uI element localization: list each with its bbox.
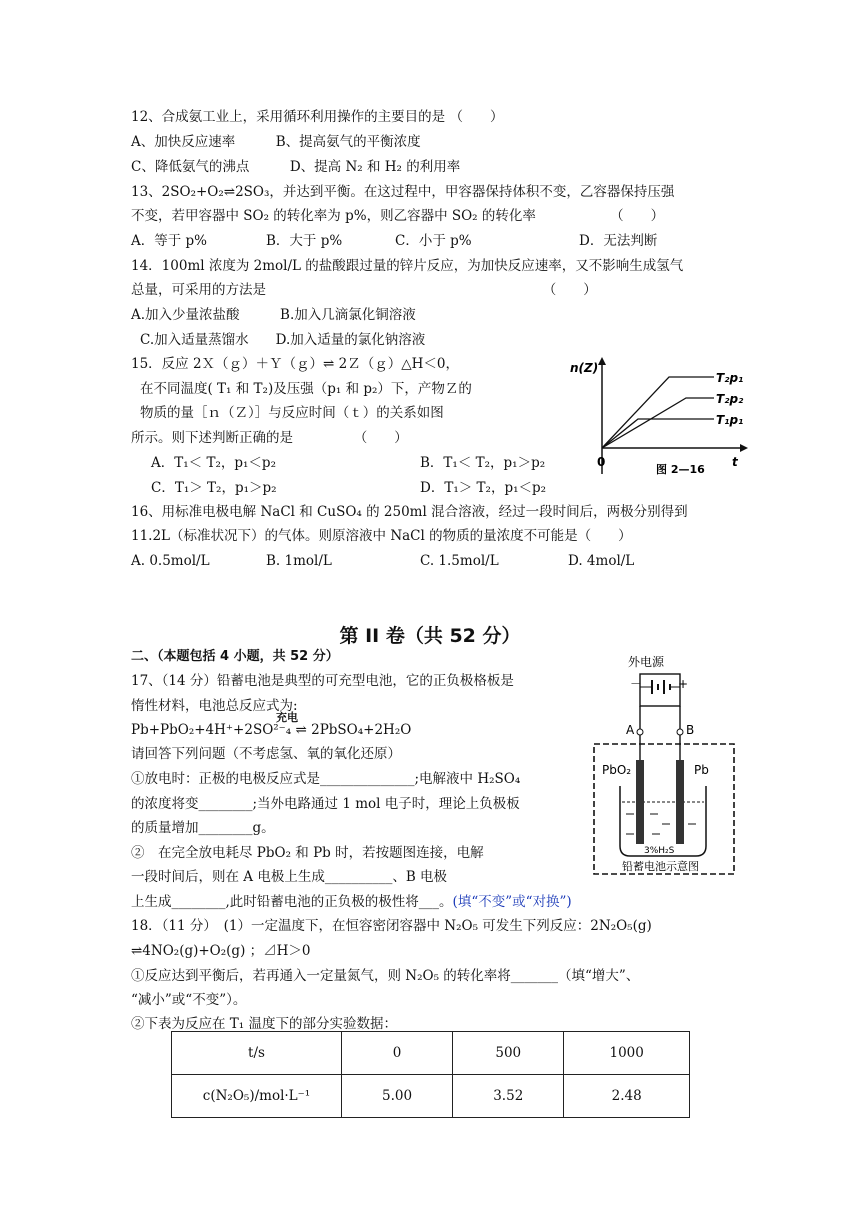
q15-graph bbox=[566, 356, 752, 480]
table-row bbox=[172, 1032, 690, 1075]
q16-option-d: D. 4mol/L bbox=[568, 553, 635, 569]
diagram-caption: 铅蓄电池示意图 bbox=[622, 860, 699, 873]
curve-t1p1 bbox=[602, 419, 714, 448]
graph-x-label: t bbox=[732, 455, 738, 469]
section-title: 第 II 卷（共 52 分） bbox=[339, 625, 521, 647]
q17-line5: ①放电时：正极的电极反应式是______________;电解液中 H₂SO₄ bbox=[131, 771, 521, 787]
q16-stem-line2: 11.2L（标准状况下）的气体。则原溶液中 NaCl 的物质的量浓度不可能是（ ） bbox=[131, 528, 632, 544]
q16-option-c: C. 1.5mol/L bbox=[420, 553, 499, 569]
q18-line2: ⇌4NO₂(g)+O₂(g) ；⊿H＞0 bbox=[131, 943, 311, 959]
pb-plate bbox=[676, 760, 684, 844]
q17-line1: 17、（14 分）铅蓄电池是典型的可充型电池，它的正负极格板是 bbox=[131, 673, 514, 689]
q15-stem-line1: 15．反应 2Ｘ（ｇ）＋Ｙ（ｇ）⇌ 2Ｚ（ｇ）△H＜0， bbox=[131, 356, 459, 372]
q16-option-b: B. 1mol/L bbox=[266, 553, 332, 569]
pb-label: Pb bbox=[694, 763, 709, 777]
q14-options-ab: A.加入少量浓盐酸 B.加入几滴氯化铜溶液 bbox=[131, 307, 416, 323]
solution-label: 3%H₂S bbox=[644, 846, 675, 856]
table-row bbox=[172, 1075, 690, 1118]
q13-option-a: A．等于 p% bbox=[131, 233, 208, 249]
table-cell: 5.00 bbox=[342, 1075, 453, 1118]
q17-line7: 的质量增加________g。 bbox=[131, 820, 275, 836]
q18-line1: 18．（11 分） (1）一定温度下，在恒容密闭容器中 N₂O₅ 可发生下列反应：2N₂O₅(g) bbox=[131, 918, 652, 934]
minus-sign: － bbox=[630, 677, 643, 691]
graph-caption: 图 2—16 bbox=[656, 463, 705, 476]
q17-line8: ② 在完全放电耗尽 PbO₂ 和 Pb 时，若按题图连接，电解 bbox=[131, 845, 484, 861]
q13-stem-line1: 13、2SO₂+O₂⇌2SO₃，并达到平衡。在这过程中，甲容器保持体积不变，乙容器保持压强 bbox=[131, 184, 675, 200]
section-subtitle: 二、（本题包括 4 小题，共 52 分） bbox=[131, 649, 339, 664]
q18-line5: ②下表为反应在 T₁ 温度下的部分实验数据： bbox=[131, 1016, 397, 1032]
q17-line9: 一段时间后，则在 A 电极上生成__________、B 电极 bbox=[131, 869, 448, 885]
q17-line10 bbox=[131, 893, 572, 911]
q13-option-d: D．无法判断 bbox=[579, 233, 658, 249]
q12-options-cd: C、降低氨气的沸点 D、提高 N₂ 和 H₂ 的利用率 bbox=[131, 159, 461, 175]
q18-data-table bbox=[171, 1031, 690, 1118]
electrode-a-label: A bbox=[626, 723, 635, 737]
battery-diagram bbox=[590, 650, 738, 882]
q12-stem: 12、合成氨工业上，采用循环利用操作的主要目的是 （ ） bbox=[131, 109, 504, 125]
table-cell: 500 bbox=[453, 1032, 564, 1075]
q18-line4: “减小”或“不变”）。 bbox=[131, 992, 247, 1008]
curve-label-t2p2: T₂p₂ bbox=[716, 392, 744, 406]
curve-t2p2 bbox=[602, 398, 714, 448]
q12-options-ab: A、加快反应速率 B、提高氨气的平衡浓度 bbox=[131, 134, 421, 150]
power-box bbox=[640, 674, 680, 706]
pbo2-label: PbO₂ bbox=[602, 763, 632, 777]
q15-option-b: B．T₁＜ T₂，p₁＞p₂ bbox=[420, 455, 546, 471]
q13-option-c: C．小于 p% bbox=[395, 233, 472, 249]
table-cell: 1000 bbox=[564, 1032, 690, 1075]
graph-y-arrow bbox=[598, 357, 606, 365]
q17-line10-text: 上生成________,此时铅蓄电池的正负极的极性将___。 bbox=[131, 894, 453, 910]
q13-option-b: B．大于 p% bbox=[266, 233, 343, 249]
q17-charge-label: 充电 bbox=[276, 711, 298, 724]
table-cell: 2.48 bbox=[564, 1075, 690, 1118]
q13-stem-line2: 不变，若甲容器中 SO₂ 的转化率为 p%，则乙容器中 SO₂ 的转化率 （ ） bbox=[131, 208, 665, 224]
q15-stem-line4: 所示。则下述判断正确的是 （ ） bbox=[131, 430, 408, 446]
q15-stem-line2: 在不同温度( T₁ 和 T₂)及压强（p₁ 和 p₂）下，产物Ｚ的 bbox=[140, 381, 472, 397]
plus-sign: + bbox=[678, 677, 689, 691]
power-label: 外电源 bbox=[628, 655, 665, 669]
q14-stem-line1: 14．100ml 浓度为 2mol/L 的盐酸跟过量的锌片反应，为加快反应速率，又不影响生成氢气 bbox=[131, 258, 684, 274]
q15-option-c: C．T₁＞ T₂，p₁＞p₂ bbox=[151, 480, 277, 496]
graph-x-arrow bbox=[740, 444, 748, 452]
q17-fill-hint: (填“不变”或“对换”) bbox=[452, 894, 572, 910]
q15-option-a: A．T₁＜ T₂，p₁＜p₂ bbox=[151, 455, 276, 471]
q17-equation: Pb+PbO₂+4H⁺+2SO²⁻₄ ⇌ 2PbSO₄+2H₂O bbox=[131, 722, 412, 738]
q17-line2: 惰性材料，电池总反应式为: bbox=[131, 698, 298, 714]
curve-label-t1p1: T₁p₁ bbox=[716, 413, 744, 427]
q14-stem-line2: 总量，可采用的方法是 （ ） bbox=[131, 282, 597, 298]
q15-option-d: D．T₁＞ T₂，p₁＜p₂ bbox=[420, 480, 547, 496]
q18-line3: ①反应达到平衡后，若再通入一定量氮气，则 N₂O₅ 的转化率将_______（填“增大”、 bbox=[131, 968, 640, 984]
table-cell: 0 bbox=[342, 1032, 453, 1075]
table-cell: t/s bbox=[172, 1032, 342, 1075]
q16-stem-line1: 16、用标准电极电解 NaCl 和 CuSO₄ 的 250ml 混合溶液，经过一段时间后，两极分别得到 bbox=[131, 504, 688, 520]
table-cell: c(N₂O₅)/mol·L⁻¹ bbox=[172, 1075, 342, 1118]
q15-stem-line3: 物质的量［ｎ（Ｚ）］与反应时间（ｔ）的关系如图 bbox=[140, 405, 444, 421]
curve-label-t2p1: T₂p₁ bbox=[716, 371, 744, 385]
q17-line4: 请回答下列问题（不考虑氢、氧的氧化还原） bbox=[131, 746, 401, 762]
electrode-b-label: B bbox=[686, 723, 695, 737]
graph-y-label: n(Z) bbox=[570, 361, 599, 375]
table-cell: 3.52 bbox=[453, 1075, 564, 1118]
q14-options-cd: C.加入适量蒸馏水 D.加入适量的氯化钠溶液 bbox=[140, 332, 426, 348]
q17-line6: 的浓度将变________;当外电路通过 1 mol 电子时，理论上负极板 bbox=[131, 796, 520, 812]
graph-origin: 0 bbox=[597, 455, 606, 469]
pbo2-plate bbox=[636, 760, 644, 844]
q16-option-a: A. 0.5mol/L bbox=[131, 553, 210, 569]
